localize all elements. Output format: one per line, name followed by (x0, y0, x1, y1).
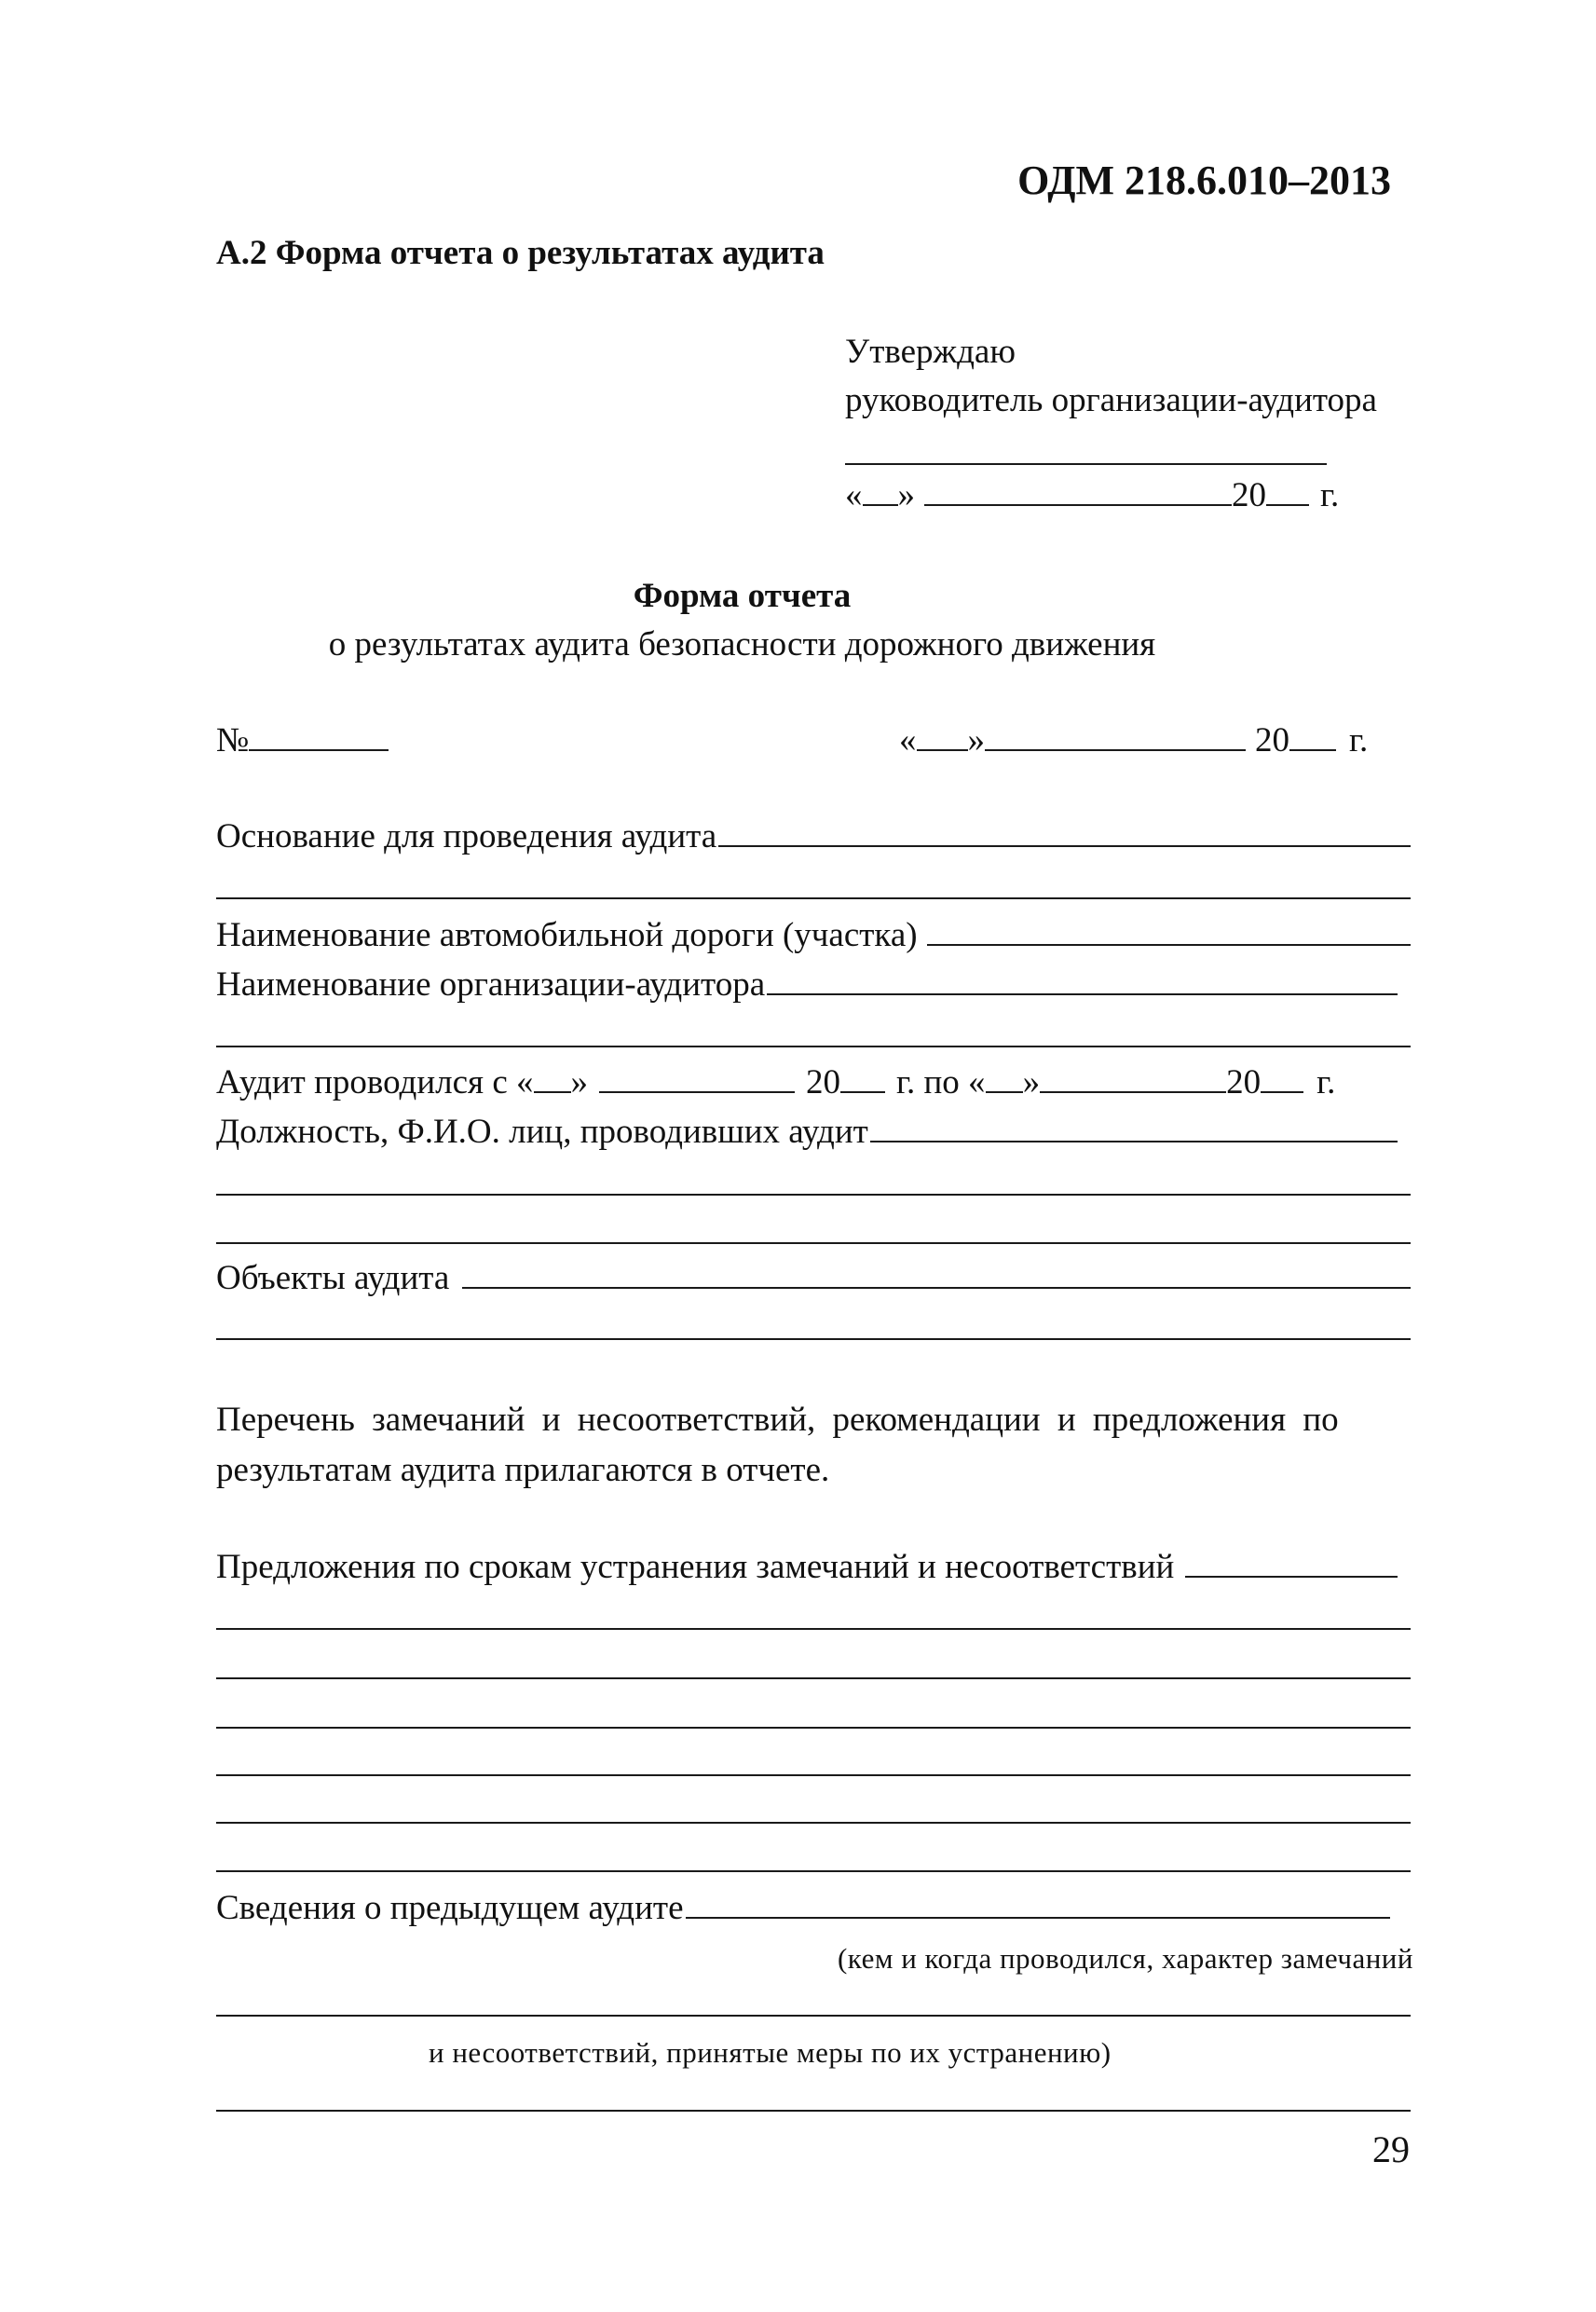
form-year-prefix: 20 (1255, 721, 1289, 759)
form-date (899, 720, 1421, 761)
period-start-label: Аудит проводился с « (216, 1063, 534, 1101)
quote-close: » (967, 721, 985, 759)
field-audit-period (216, 1062, 1411, 1103)
field-basis-blank[interactable] (718, 817, 1411, 847)
approval-label: Утверждаю (845, 333, 1016, 371)
remarks-line-2: результатам аудита прилагаются в отчете. (216, 1451, 830, 1489)
form-subtitle: о результатах аудита безопасности дорожного движения (328, 625, 1156, 664)
field-persons (216, 1112, 1398, 1153)
quote-open: « (899, 721, 917, 759)
field-previous-audit-blank[interactable] (686, 1889, 1391, 1919)
field-persons-extra-line-2 (216, 1242, 1411, 1244)
field-objects-extra-line (216, 1338, 1411, 1340)
period-end-year-blank[interactable] (1261, 1063, 1303, 1093)
previous-audit-hint-2: и несоответствий, принятые меры по их устранению) (429, 2036, 1112, 2069)
field-persons-label: Должность, Ф.И.О. лиц, проводивших аудит (216, 1113, 868, 1151)
quote-close: » (897, 476, 915, 514)
field-persons-blank[interactable] (870, 1113, 1398, 1142)
remarks-line-1: Перечень замечаний и несоответствий, рекомендации и предложения по (216, 1401, 1339, 1439)
period-end-year-suffix: г. (1316, 1063, 1336, 1101)
field-road-name-blank[interactable] (927, 916, 1411, 946)
deadlines-line-2 (216, 1677, 1411, 1679)
approval-date (845, 475, 1367, 516)
approval-position: руководитель организации-аудитора (845, 381, 1377, 419)
deadlines-line-3 (216, 1727, 1411, 1729)
deadlines-line-6 (216, 1870, 1411, 1872)
form-year-blank (1289, 721, 1336, 751)
field-auditor-org-blank[interactable] (767, 965, 1398, 995)
field-objects-blank[interactable] (462, 1259, 1411, 1289)
approval-year-prefix: 20 (1232, 476, 1266, 514)
approval-day-blank (863, 476, 898, 506)
quote-open: « (845, 476, 863, 514)
period-start-year-prefix: 20 (806, 1063, 840, 1101)
field-deadlines (216, 1547, 1398, 1588)
field-basis-extra-line (216, 897, 1411, 899)
deadlines-line-4 (216, 1774, 1411, 1776)
form-day-blank (917, 721, 968, 751)
previous-audit-line-2 (216, 2110, 1411, 2112)
field-previous-audit-label: Сведения о предыдущем аудите (216, 1889, 684, 1927)
section-title: А.2 Форма отчета о результатах аудита (216, 234, 825, 272)
field-objects (216, 1258, 1411, 1299)
approval-month-blank (924, 476, 1232, 506)
field-previous-audit (216, 1888, 1390, 1929)
form-title: Форма отчета (633, 577, 852, 615)
field-auditor-org-extra-line (216, 1046, 1411, 1047)
approval-signature-line (845, 463, 1327, 465)
period-start-day-blank[interactable] (534, 1063, 571, 1093)
form-year-suffix: г. (1349, 721, 1369, 759)
previous-audit-line-1 (216, 2015, 1411, 2017)
quote-close: » (570, 1063, 588, 1101)
period-end-year-prefix: 20 (1226, 1063, 1262, 1101)
field-deadlines-label: Предложения по срокам устранения замечаний и несоответствий (216, 1548, 1175, 1586)
deadlines-line-5 (216, 1822, 1411, 1824)
field-objects-label: Объекты аудита (216, 1259, 450, 1297)
period-end-label: г. по « (896, 1063, 986, 1101)
deadlines-line-1 (216, 1628, 1411, 1630)
form-number (216, 720, 402, 761)
approval-year-suffix: г. (1320, 476, 1340, 514)
field-auditor-org-label: Наименование организации-аудитора (216, 965, 766, 1004)
document-code: ОДМ 218.6.010–2013 (1017, 157, 1391, 203)
quote-close: » (1022, 1063, 1041, 1101)
period-end-day-blank[interactable] (986, 1063, 1023, 1093)
field-persons-extra-line-1 (216, 1194, 1411, 1196)
page-number: 29 (1372, 2128, 1410, 2170)
previous-audit-hint-1: (кем и когда проводился, характер замечаний (837, 1942, 1413, 1975)
field-road-name-label: Наименование автомобильной дороги (участка) (216, 916, 918, 954)
approval-year-blank (1266, 476, 1309, 506)
form-month-blank (985, 721, 1246, 751)
period-start-year-blank[interactable] (840, 1063, 885, 1093)
period-start-month-blank[interactable] (599, 1063, 795, 1093)
field-basis (216, 816, 1411, 857)
period-end-month-blank[interactable] (1040, 1063, 1226, 1093)
number-sign: № (216, 721, 250, 759)
field-basis-label: Основание для проведения аудита (216, 817, 717, 855)
number-blank (249, 721, 389, 751)
field-deadlines-blank[interactable] (1185, 1548, 1398, 1578)
field-road-name (216, 915, 1411, 956)
field-auditor-org (216, 964, 1398, 1006)
